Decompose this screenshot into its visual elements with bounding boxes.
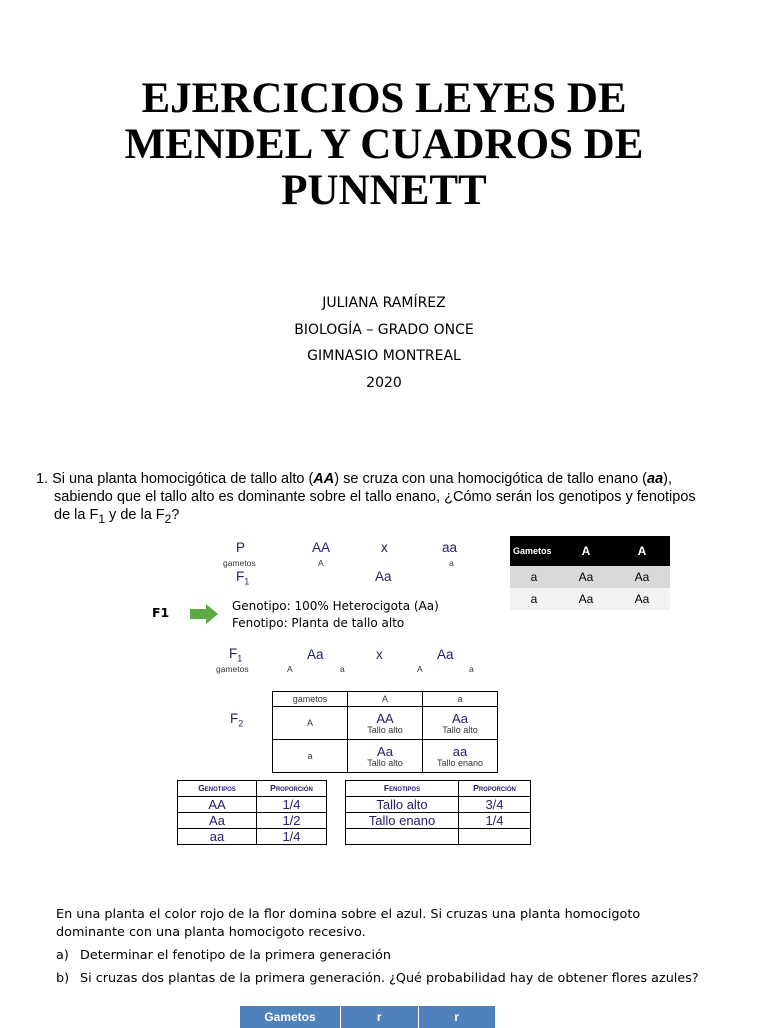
row-header: A: [273, 707, 348, 740]
gametos-label: gametos: [223, 558, 256, 568]
q2-item-b: [56, 970, 756, 988]
gamete-2: a: [340, 664, 345, 674]
course-name: BIOLOGÍA – GRADO ONCE: [294, 321, 474, 338]
q1-subscript: 2: [164, 511, 172, 526]
table-row: [178, 813, 327, 829]
table-header: Gametos: [510, 536, 558, 566]
document-title: [0, 76, 768, 214]
table-cell: 1/4: [257, 797, 327, 813]
column-header: Fenotipos: [346, 781, 459, 797]
table-header: Gametos: [240, 1006, 341, 1028]
f1-description: [232, 598, 439, 632]
cell-phenotype: Tallo alto: [367, 757, 403, 768]
cross-symbol: x: [376, 647, 383, 662]
table-row: [346, 797, 531, 813]
table-cell: Aa: [578, 570, 594, 584]
f2-label: [230, 711, 243, 729]
q1-text: ),: [663, 471, 672, 487]
parent-genotype-1: AA: [312, 540, 331, 555]
gamete-1: A: [318, 558, 324, 568]
table-row: [273, 740, 498, 773]
cell-phenotype: Tallo alto: [367, 724, 403, 735]
q1-genotype-high: AA: [313, 471, 335, 487]
f-subscript: 1: [237, 653, 243, 664]
bottom-gametes-table: [240, 1006, 496, 1028]
item-marker: a): [56, 948, 69, 963]
q1-text: ) se cruza con una homocigótica de tallo enano (: [334, 471, 647, 487]
parent-label: P: [236, 540, 246, 555]
cell-phenotype: Tallo enano: [436, 757, 484, 768]
table-cell: 3/4: [459, 797, 531, 813]
gamete-4: a: [469, 664, 474, 674]
cell-genotype: Aa: [377, 743, 393, 759]
table-row: [346, 829, 531, 845]
f1-heading: F1: [152, 605, 170, 620]
parent-genotype-2: aa: [442, 540, 458, 555]
f1-phenotype: Fenotipo: Planta de tallo alto: [232, 616, 405, 630]
table-cell: Aa: [634, 570, 650, 584]
gamete-3: A: [417, 664, 423, 674]
cell-genotype: Aa: [452, 710, 468, 726]
q1-text: y de la F: [105, 507, 165, 523]
year: 2020: [366, 374, 402, 391]
column-header: A: [614, 536, 670, 566]
q1-line-2: sabiendo que el tallo alto es dominante sobre el tallo enano, ¿Cómo serán los genotipos y fenotipos: [54, 489, 696, 505]
title-line-2: MENDEL Y CUADROS DE: [124, 121, 644, 168]
q1-genotype-low: aa: [647, 471, 664, 487]
column-header: Proporción: [459, 781, 531, 797]
table-header: gametos: [273, 692, 348, 707]
fenotipos-table: [345, 780, 531, 845]
cell-genotype: aa: [452, 743, 468, 759]
column-header: A: [558, 536, 614, 566]
cross-symbol: x: [381, 540, 388, 555]
column-header: A: [348, 692, 423, 707]
item-text: Si cruzas dos plantas de la primera generación. ¿Qué probabilidad hay de obtener flores azules?: [80, 971, 699, 986]
gamete-1: A: [287, 664, 293, 674]
f1-genotype: Genotipo: 100% Heterocigota (Aa): [232, 599, 439, 613]
table-row: [178, 829, 327, 845]
q1-text: 1. Si una planta homocigótica de tallo alto (: [36, 471, 314, 487]
item-marker: b): [56, 971, 70, 986]
q1-text: de la F: [54, 507, 99, 523]
item-text: Determinar el fenotipo de la primera generación: [80, 948, 391, 963]
table-cell: AA: [178, 797, 257, 813]
f2-subscript: 2: [238, 718, 244, 729]
table-row: [273, 707, 498, 740]
row-header: a: [530, 570, 538, 584]
f1-letter: F: [236, 569, 245, 584]
table-cell: Aa: [178, 813, 257, 829]
column-header: Genotipos: [178, 781, 257, 797]
table-cell: [348, 707, 423, 740]
column-header: r: [418, 1006, 496, 1028]
f2-letter: F: [230, 711, 239, 726]
table-cell: [348, 740, 423, 773]
q1-line-3: [36, 506, 736, 528]
table-cell: 1/2: [257, 813, 327, 829]
table-row: [510, 566, 670, 588]
q1-text: ?: [171, 507, 180, 523]
table-cell: [423, 707, 498, 740]
school-name: GIMNASIO MONTREAL: [307, 348, 461, 364]
gamete-2: a: [449, 558, 454, 568]
table-cell: Tallo enano: [346, 813, 459, 829]
table-row: [346, 813, 531, 829]
row-header: a: [530, 592, 538, 606]
column-header: r: [341, 1006, 419, 1028]
parent-genotype-1: Aa: [307, 647, 324, 662]
gametes-punnett-table: [510, 536, 670, 610]
author-block: [0, 290, 768, 396]
q2-intro-line-1: En una planta el color rojo de la flor domina sobre el azul. Si cruzas una planta homocigoto: [56, 907, 641, 922]
title-line-1: EJERCICIOS LEYES DE: [141, 75, 627, 122]
table-cell: Tallo alto: [346, 797, 459, 813]
f-letter: F: [229, 646, 238, 661]
table-row: [178, 797, 327, 813]
q1-subscript: 1: [98, 511, 106, 526]
genotipos-table: [177, 780, 327, 845]
row-header: a: [273, 740, 348, 773]
table-cell: [346, 829, 459, 845]
f1-parent-label: [229, 646, 242, 664]
column-header: Proporción: [257, 781, 327, 797]
author-name: JULIANA RAMÍREZ: [322, 295, 446, 311]
question-1: [36, 470, 736, 528]
f2-punnett-table: [272, 691, 498, 773]
q2-intro-line-2: dominante con una planta homocigoto recesivo.: [56, 925, 366, 940]
q2-item-a: [56, 947, 756, 965]
title-line-3: PUNNETT: [281, 167, 487, 214]
table-cell: [423, 740, 498, 773]
table-cell: 1/4: [257, 829, 327, 845]
table-cell: aa: [178, 829, 257, 845]
table-cell: 1/4: [459, 813, 531, 829]
table-row: [510, 588, 670, 610]
table-cell: Aa: [578, 592, 594, 606]
table-cell: Aa: [634, 592, 650, 606]
arrow-right-icon: [190, 604, 218, 624]
f1-result: Aa: [375, 569, 392, 584]
table-cell: [459, 829, 531, 845]
column-header: a: [423, 692, 498, 707]
f1-subscript: 1: [244, 576, 250, 587]
question-2: [56, 906, 756, 988]
parent-genotype-2: Aa: [437, 647, 454, 662]
gametos-label: gametos: [216, 664, 249, 674]
cell-genotype: AA: [376, 710, 394, 726]
cell-phenotype: Tallo alto: [442, 724, 478, 735]
f1-label: [236, 569, 249, 587]
